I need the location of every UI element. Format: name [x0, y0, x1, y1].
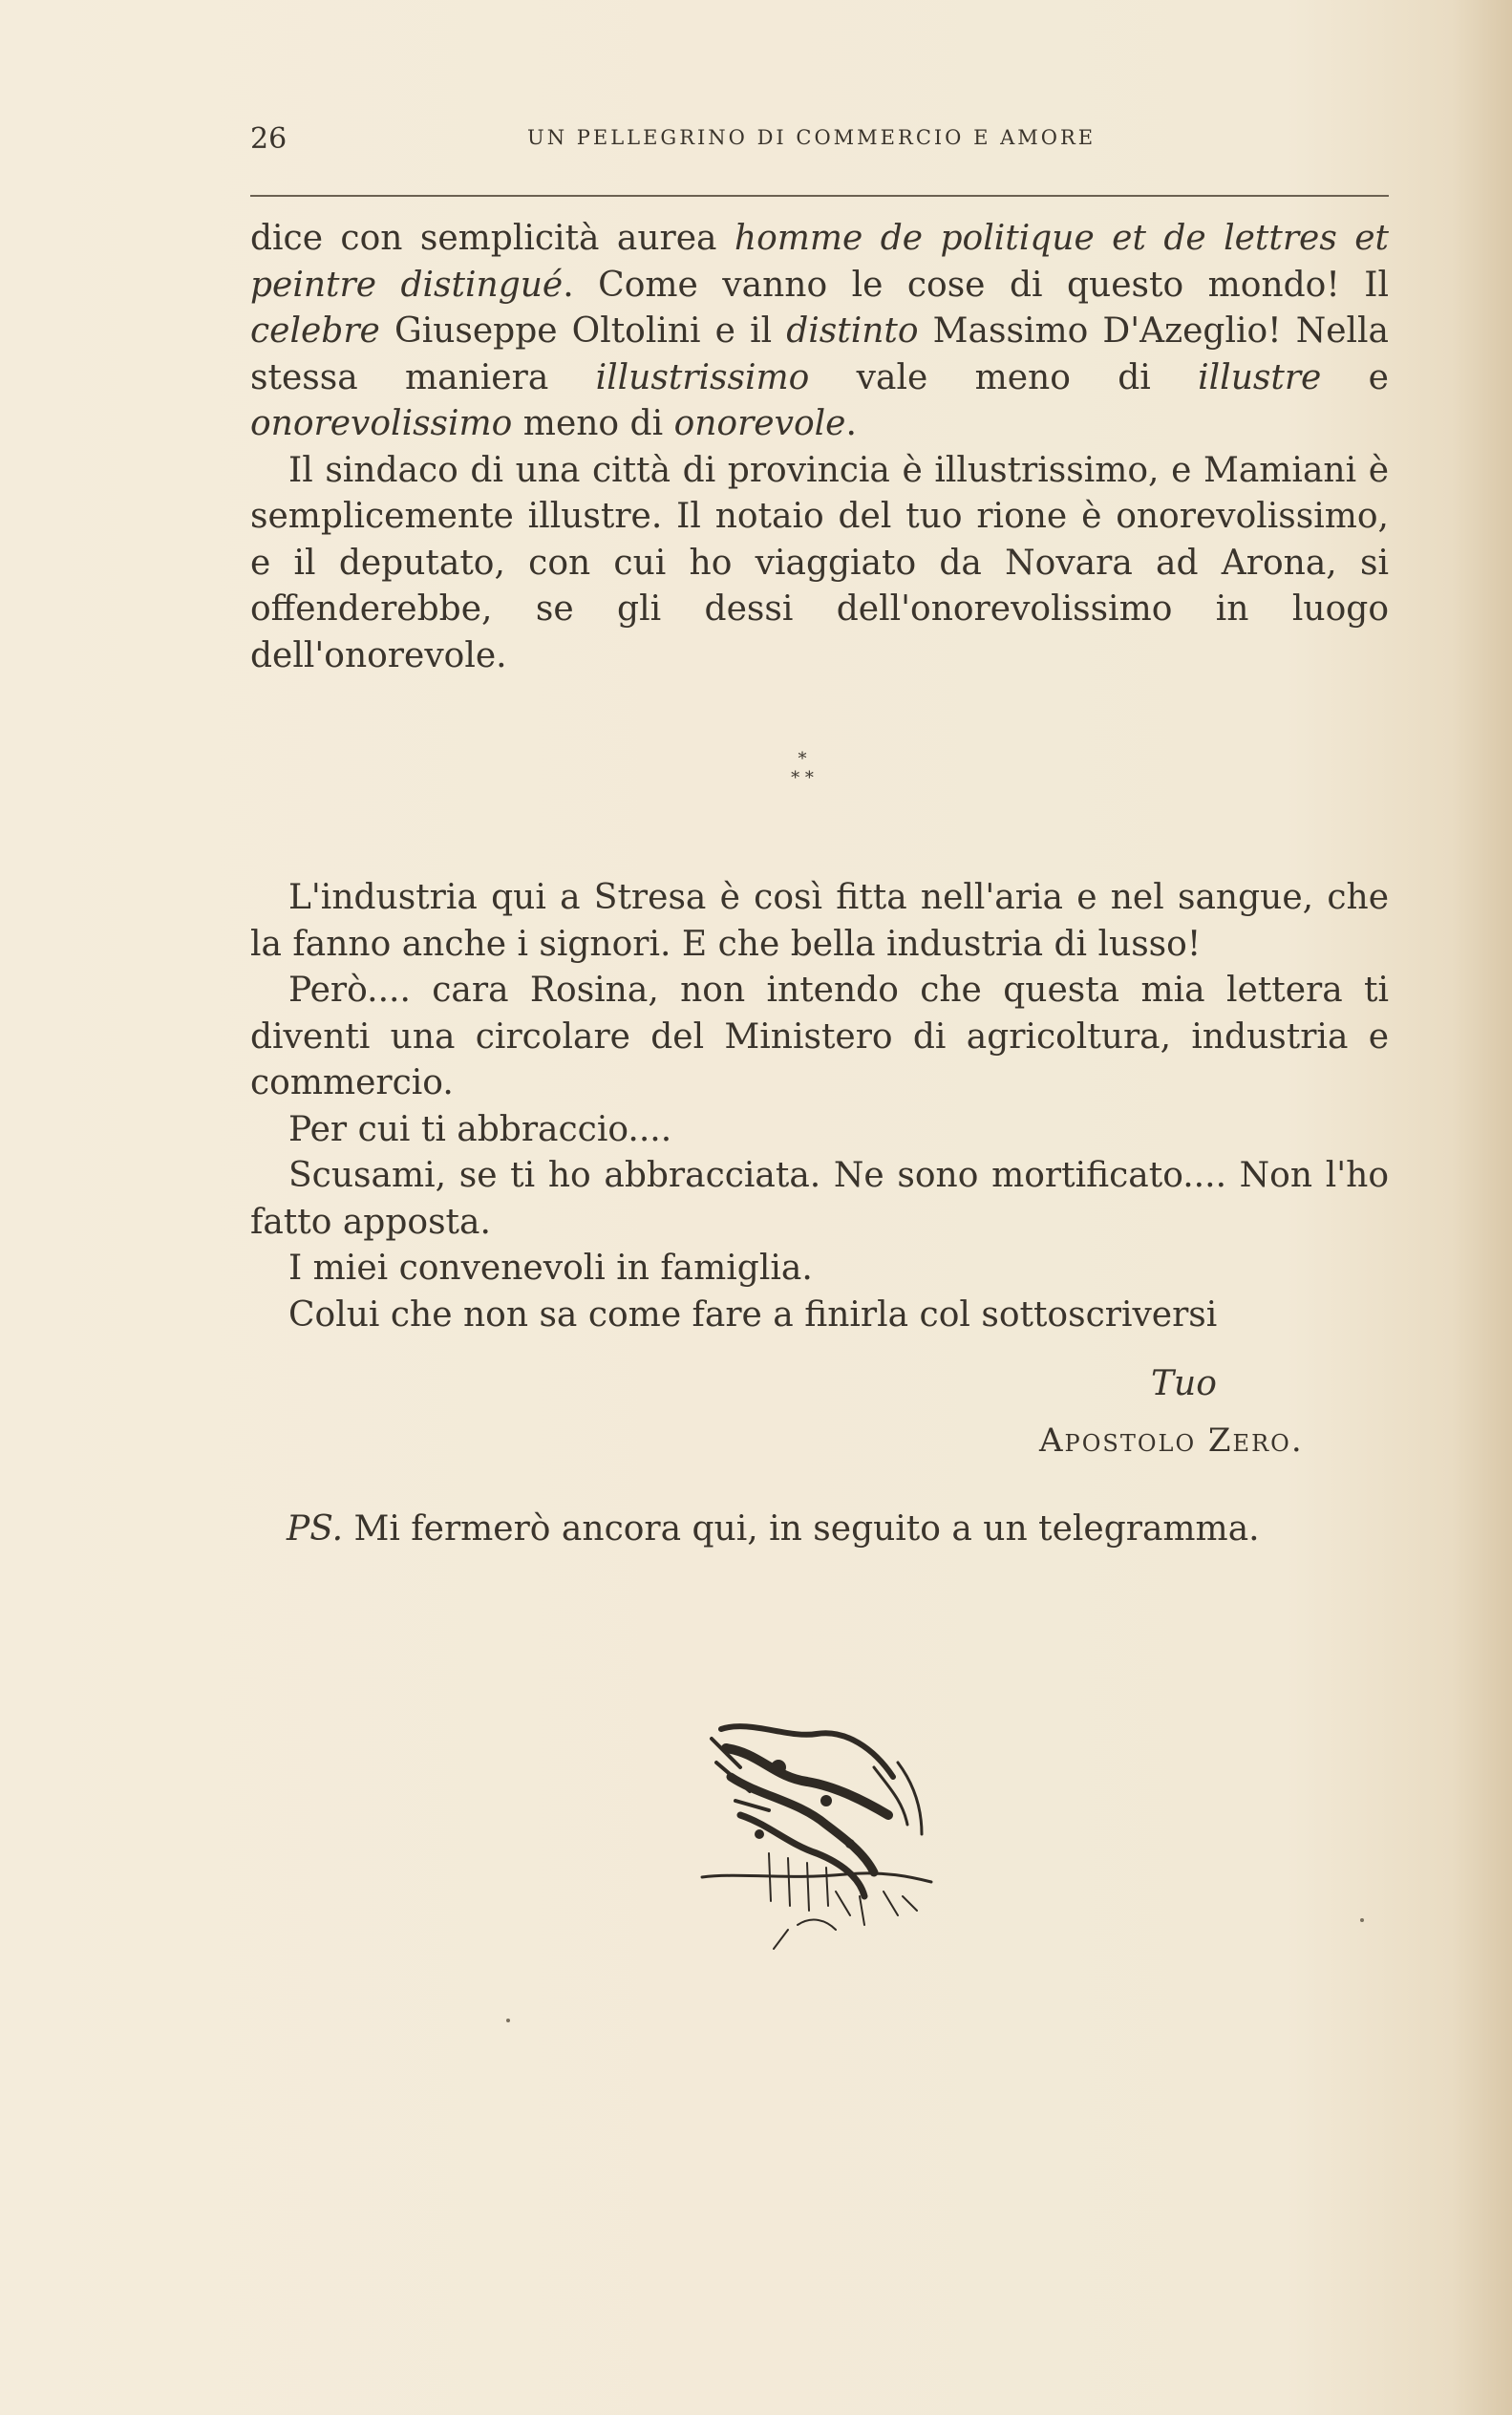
paper-speck	[1360, 1918, 1364, 1922]
italic-run: illustrissimo	[595, 357, 810, 397]
paragraph: L'industria qui a Stresa è così fitta nell'aria e nel sangue, che la fanno anche i signori. E che bella industria di lusso!	[250, 878, 1389, 964]
text-run: vale meno di	[809, 357, 1199, 397]
italic-run: celebre	[250, 311, 380, 351]
paragraph: I miei convenevoli in famiglia.	[288, 1249, 813, 1288]
italic-run: distinto	[786, 311, 919, 351]
postscript-text: Mi fermerò ancora qui, in seguito a un telegramma.	[343, 1509, 1260, 1549]
paragraph: Il sindaco di una città di provincia è illustrissimo, e Mamiani è semplicemente illustre. Il notaio del tuo rione è onorevolissimo, e il deputato, con cui ho viaggiato da Novara ad Arona, si offenderebbe, se gli dessi dell'onorevolissimo in luogo dell'onorevole.	[250, 450, 1389, 675]
section-separator	[764, 750, 841, 798]
page-number: 26	[250, 122, 287, 156]
postscript	[287, 1509, 1395, 1549]
text-run: . Come vanno le cose di questo mondo! Il	[563, 265, 1389, 305]
signature-name: Apostolo Zero.	[1039, 1421, 1304, 1460]
header-rule	[250, 195, 1389, 197]
italic-run: onorevole	[673, 404, 846, 443]
italic-run: homme de politique et de lettres et peintre distingué	[250, 219, 1389, 305]
text-run: meno di	[512, 404, 674, 443]
text-run: Massimo D'Azeglio! Nella stessa maniera	[250, 311, 1390, 397]
italic-run: onorevolissimo	[250, 404, 513, 443]
paragraph: Colui che non sa come fare a finirla col sottoscriversi	[288, 1294, 1218, 1335]
paragraph: Scusami, se ti ho abbracciata. Ne sono mortificato.... Non l'ho fatto apposta.	[250, 1156, 1389, 1242]
italic-run: illustre	[1198, 357, 1322, 397]
paragraph: Per cui ti abbraccio....	[288, 1109, 672, 1149]
running-title: UN PELLEGRINO DI COMMERCIO E AMORE	[527, 126, 1097, 149]
postscript-label: PS.	[287, 1509, 344, 1549]
page-header	[250, 117, 1396, 155]
signature-closing: Tuo	[1151, 1364, 1217, 1403]
paper-speck	[506, 2019, 510, 2022]
text-run: Giuseppe Oltolini e il	[379, 311, 787, 351]
paragraph	[250, 216, 1389, 448]
text-run: e	[1321, 357, 1389, 397]
text-run: dice con semplicità aurea	[250, 219, 735, 258]
separator-stars-bottom: * *	[791, 768, 814, 788]
text-run: .	[845, 404, 857, 443]
paragraph: Però.... cara Rosina, non intendo che questa mia lettera ti diventi una circolare del Ministero di agricoltura, industria e commercio.	[250, 971, 1389, 1102]
decorative-vignette-icon	[683, 1710, 969, 1958]
separator-star-top: *	[798, 749, 807, 769]
